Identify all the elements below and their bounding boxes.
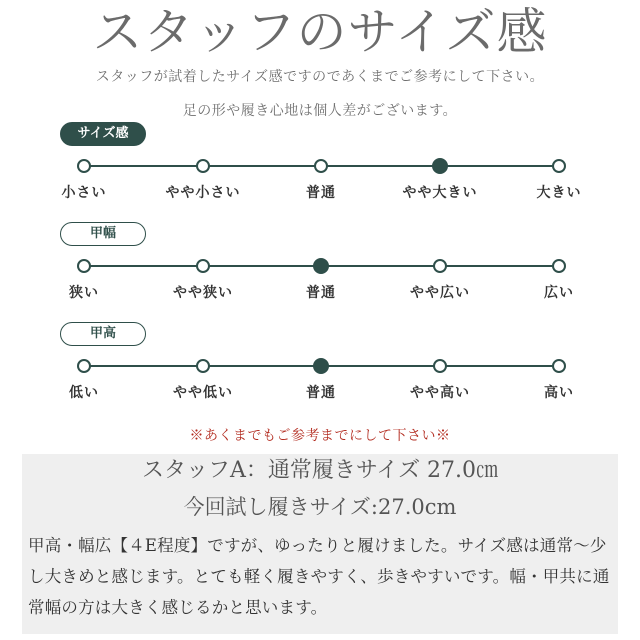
scale-label: やや低い bbox=[173, 385, 233, 401]
staff-review-panel bbox=[22, 454, 618, 634]
scale-label: やや広い bbox=[410, 285, 470, 301]
scale-label: やや狭い bbox=[173, 285, 233, 301]
scale-label: 大きい bbox=[536, 185, 582, 201]
scale-label: 小さい bbox=[61, 185, 107, 201]
scale-point bbox=[196, 359, 210, 373]
scale-label: 普通 bbox=[306, 385, 336, 401]
scale-label: やや大きい bbox=[402, 185, 478, 201]
scale-label: 広い bbox=[544, 285, 574, 301]
scale-point bbox=[196, 259, 210, 273]
review-comment: 甲高・幅広【４E程度】ですが、ゆったりと履けました。サイズ感は通常〜少し大きめと感じます。とても軽く履きやすく、歩きやすいです。幅・甲共に通常幅の方は大きく感じるかと思います。 bbox=[28, 536, 610, 617]
scale-point bbox=[77, 259, 91, 273]
scale-point bbox=[552, 259, 566, 273]
scale-label: やや小さい bbox=[165, 185, 241, 201]
scale-point bbox=[433, 259, 447, 273]
trial-size: 今回試し履きサイズ:27.0cm bbox=[183, 495, 457, 519]
scale-point bbox=[77, 159, 91, 173]
subtitle-individual-difference: 足の形や履き心地は個人差がございます。 bbox=[182, 103, 458, 119]
scale-point bbox=[77, 359, 91, 373]
section-badge: 甲幅 bbox=[60, 222, 146, 246]
reference-note: ※あくまでもご参考までにして下さい※ bbox=[189, 428, 451, 444]
scale-label: 普通 bbox=[306, 185, 336, 201]
rating-section bbox=[0, 322, 640, 412]
section-badge: 甲高 bbox=[60, 322, 146, 346]
rating-section bbox=[0, 122, 640, 212]
scale-point bbox=[196, 159, 210, 173]
scale-label: 普通 bbox=[306, 285, 336, 301]
subtitle-disclaimer: スタッフが試着したサイズ感ですのであくまでご参考にして下さい。 bbox=[95, 69, 545, 85]
scale-label: 狭い bbox=[69, 285, 99, 301]
page-title: スタッフのサイズ感 bbox=[92, 3, 548, 61]
scale-point bbox=[314, 159, 328, 173]
scale-point-selected bbox=[313, 258, 329, 274]
scale-point bbox=[433, 359, 447, 373]
scale-point bbox=[552, 159, 566, 173]
scale-point-selected bbox=[432, 158, 448, 174]
section-badge: サイズ感 bbox=[60, 122, 146, 146]
scale-point bbox=[552, 359, 566, 373]
rating-section bbox=[0, 222, 640, 312]
scale-point-selected bbox=[313, 358, 329, 374]
scale-label: 低い bbox=[69, 385, 99, 401]
staff-usual-size: スタッフA：通常履きサイズ 27.0㎝ bbox=[141, 458, 499, 483]
scale-label: やや高い bbox=[410, 385, 470, 401]
scale-label: 高い bbox=[544, 385, 574, 401]
